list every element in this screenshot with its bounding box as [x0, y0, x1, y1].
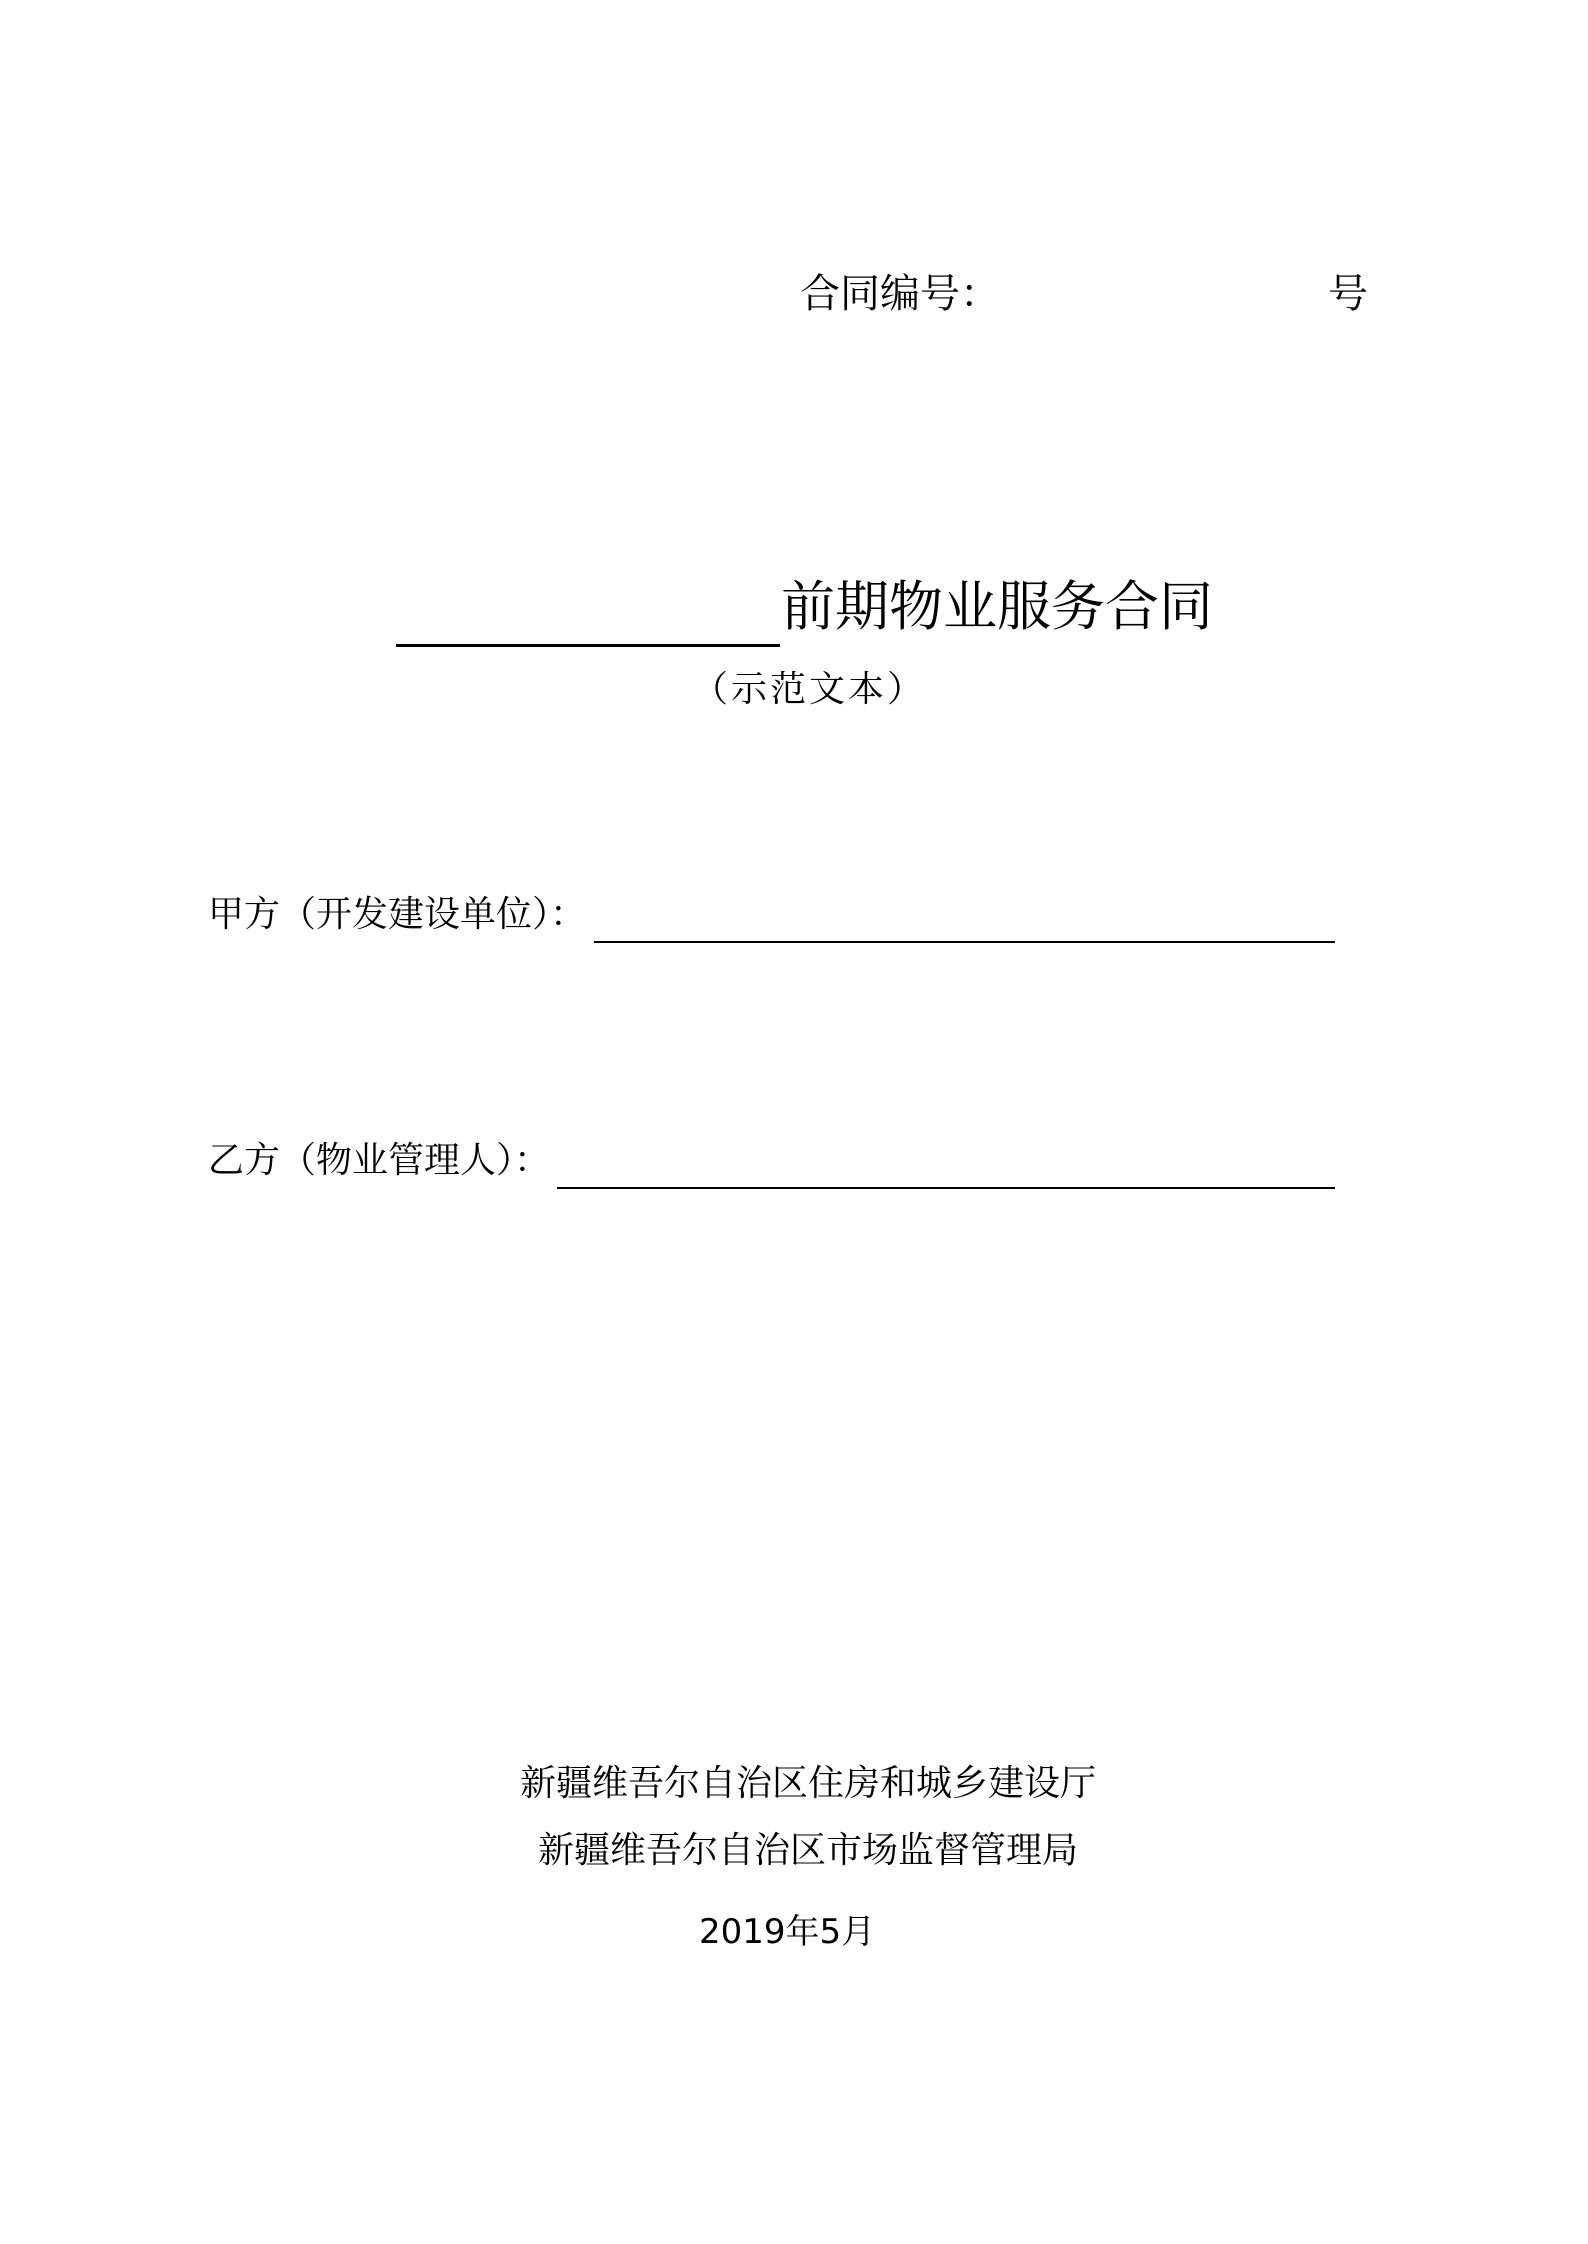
title-blank-underline — [396, 644, 780, 647]
issuer-market-regulation-bureau: 新疆维吾尔自治区市场监督管理局 — [538, 1830, 1079, 1871]
document-subtitle: （示范文本） — [692, 669, 927, 710]
contract-number-suffix: 号 — [1328, 271, 1368, 317]
party-b-fill-line — [557, 1187, 1335, 1189]
party-a-fill-line — [594, 941, 1335, 943]
contract-number-label: 合同编号： — [800, 271, 1000, 317]
document-title: 前期物业服务合同 — [781, 575, 1213, 638]
issuer-housing-department: 新疆维吾尔自治区住房和城乡建设厅 — [520, 1763, 1097, 1804]
party-a-label: 甲方（开发建设单位）： — [208, 894, 587, 935]
party-b-label: 乙方（物业管理人）： — [208, 1140, 551, 1181]
issue-date: 2019年5月 — [699, 1912, 876, 1952]
